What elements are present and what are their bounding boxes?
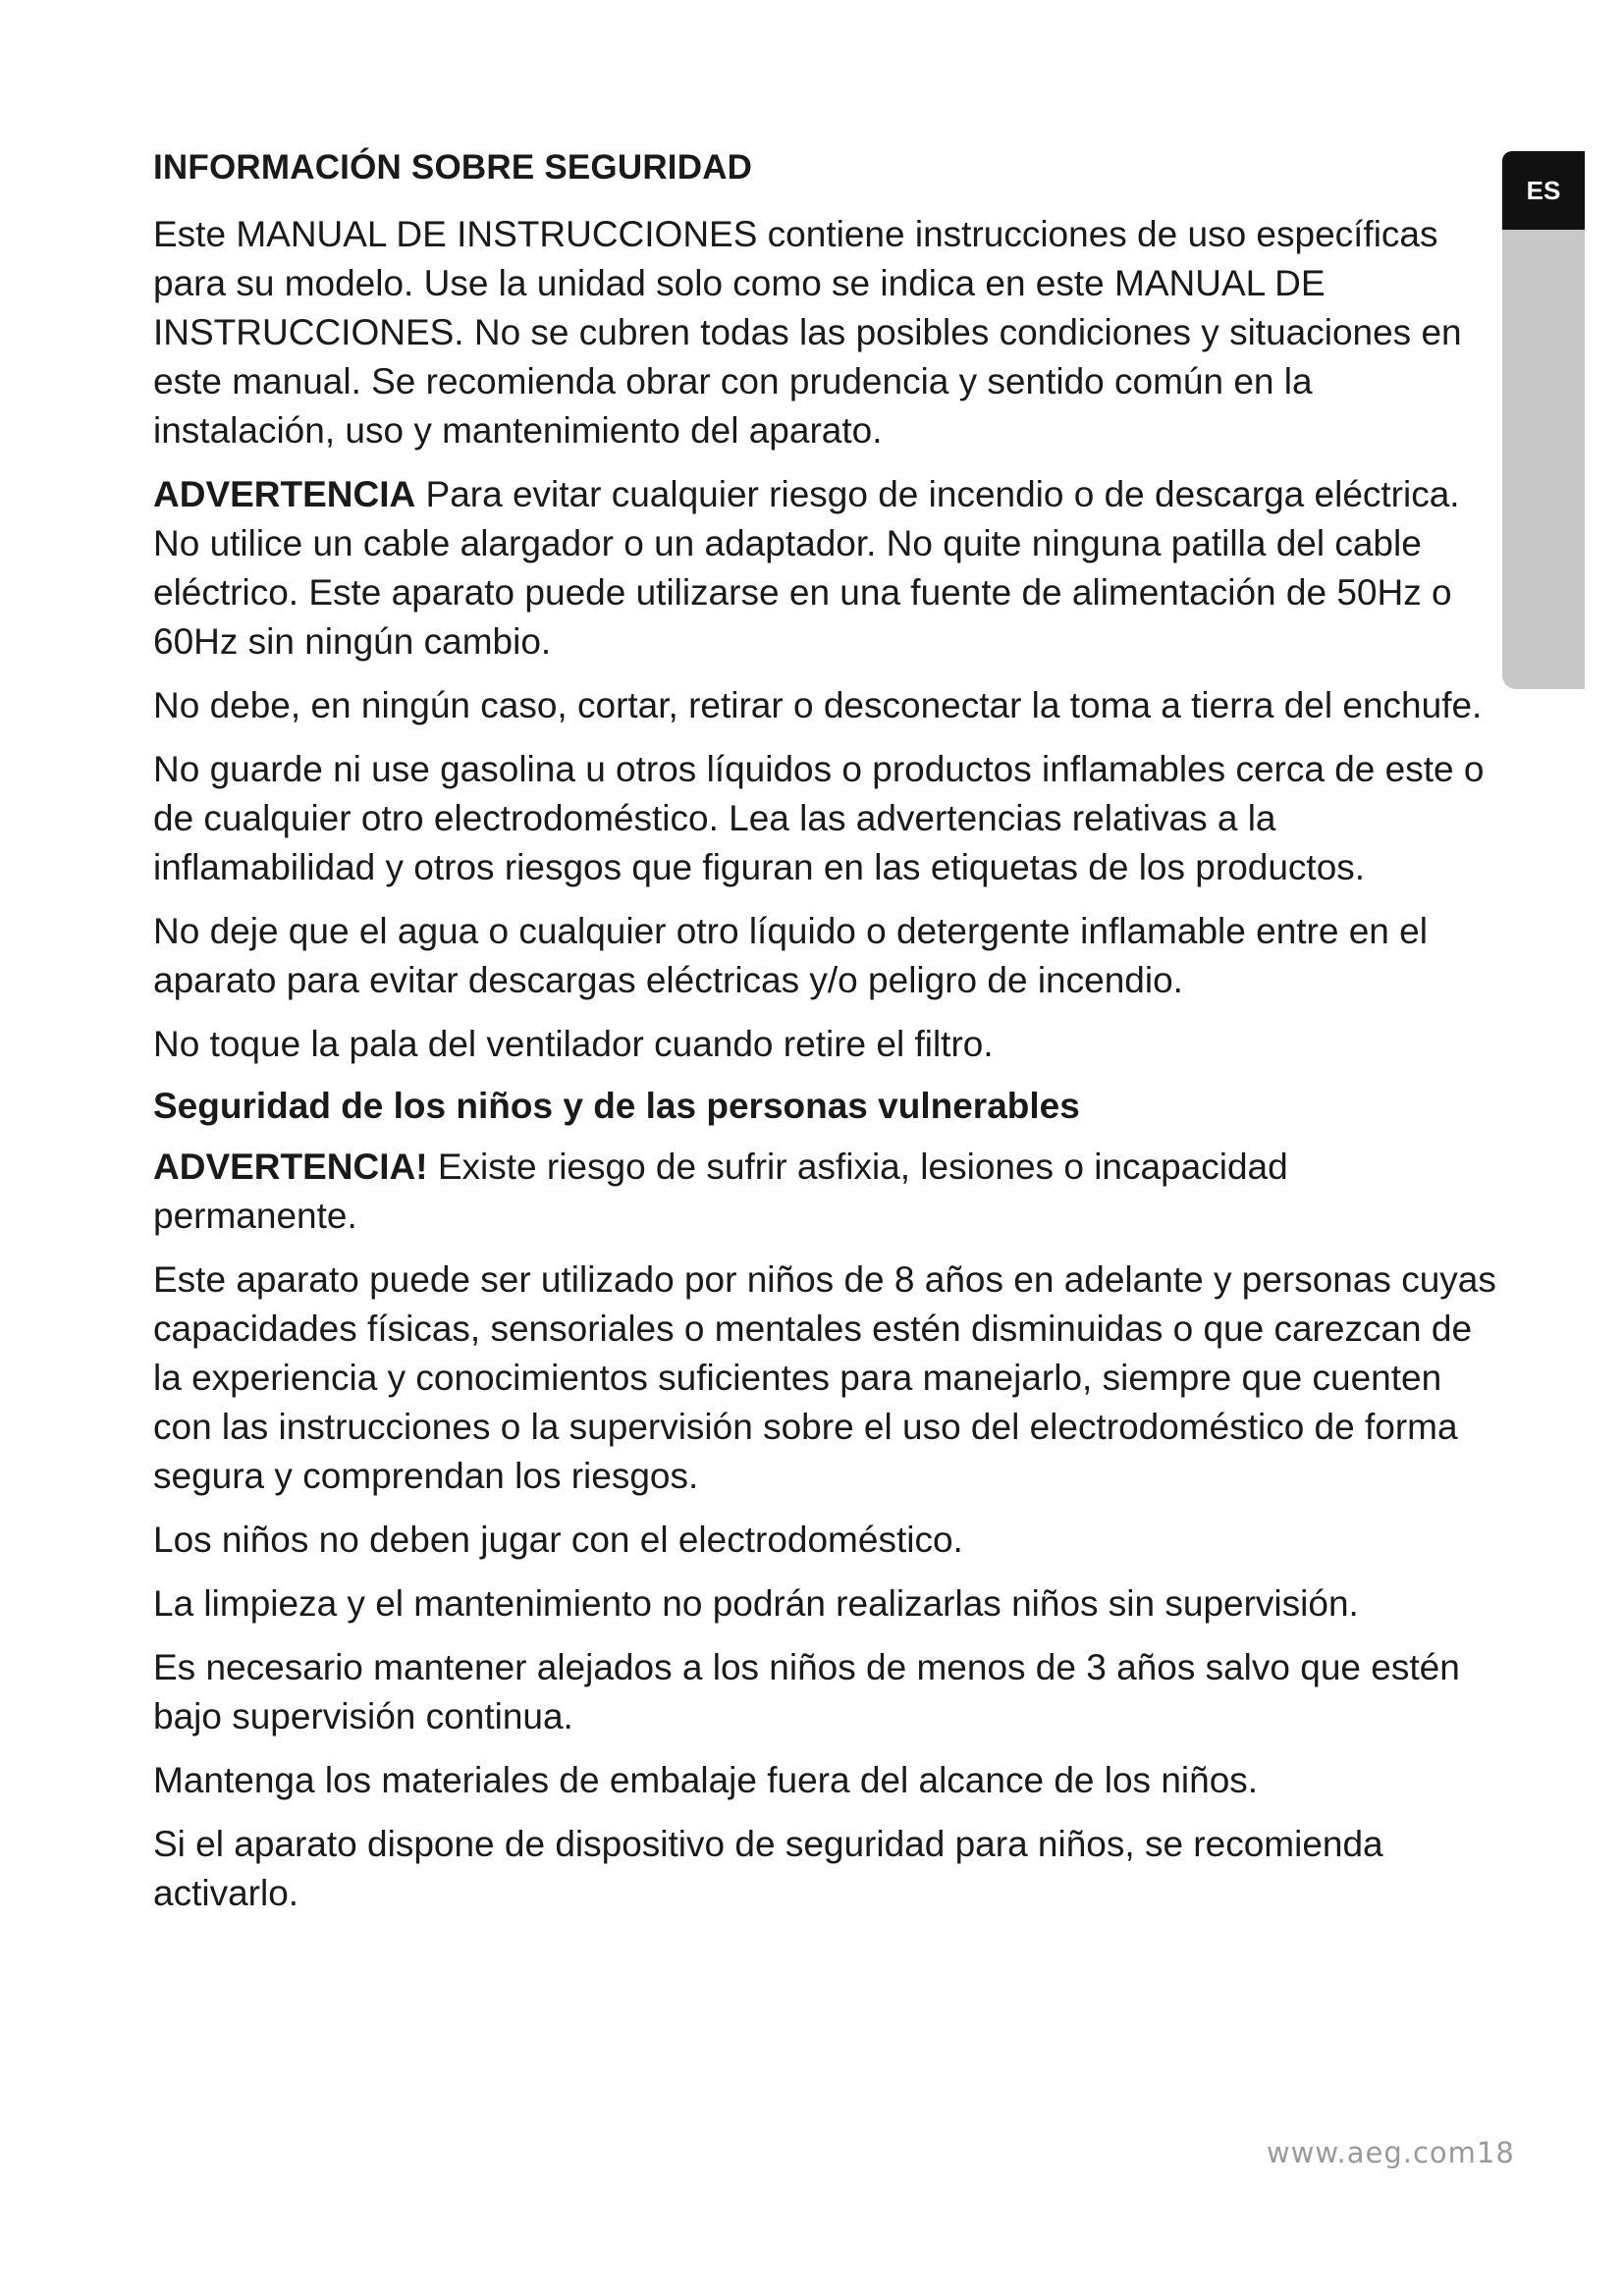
sub-heading: Seguridad de los niños y de las personas vulnerables <box>153 1086 1080 1126</box>
paragraph-text: Mantenga los materiales de embalaje fuera del alcance de los niños. <box>153 1760 1259 1801</box>
paragraph-child-lock <box>153 1820 1498 1918</box>
language-tab-label: ES <box>1502 151 1585 230</box>
paragraph-flammables <box>153 745 1498 892</box>
paragraph-text: Es necesario mantener alejados a los niños de menos de 3 años salvo que estén bajo supervisión continua. <box>153 1647 1460 1737</box>
paragraph-warning-electrical <box>153 470 1498 667</box>
paragraph-text: Para evitar cualquier riesgo de incendio o de descarga eléctrica. No utilice un cable alargador o un adaptador. No quite ninguna patilla del cable eléctrico. Este aparato puede utilizarse en una fuente de alimentación de 50Hz o 60Hz sin ningún cambio. <box>153 474 1460 662</box>
paragraph-liquids <box>153 907 1498 1005</box>
paragraph-no-play <box>153 1516 1498 1565</box>
language-tab <box>1502 151 1585 689</box>
paragraph-cleaning <box>153 1579 1498 1629</box>
paragraph-text: No debe, en ningún caso, cortar, retirar o desconectar la toma a tierra del enchufe. <box>153 685 1483 725</box>
paragraph-under-3 <box>153 1643 1498 1741</box>
paragraph-text: No deje que el agua o cualquier otro líquido o detergente inflamable entre en el aparato para evitar descargas eléctricas y/o peligro de incendio. <box>153 911 1428 1000</box>
paragraph-packaging <box>153 1756 1498 1805</box>
paragraph-text: Los niños no deben jugar con el electrodoméstico. <box>153 1520 963 1561</box>
paragraph-text: Si el aparato dispone de dispositivo de seguridad para niños, se recomienda activarlo. <box>153 1824 1383 1914</box>
warning-label: ADVERTENCIA <box>153 474 416 514</box>
paragraph-text: No guarde ni use gasolina u otros líquidos o productos inflamables cerca de este o de cualquier otro electrodoméstico. Lea las advertencias relativas a la inflamabilidad y otros riesgos que figuran en las etiquetas de los productos. <box>153 749 1485 887</box>
language-tab-body <box>1502 230 1585 689</box>
footer-url-page-number: www.aeg.com18 <box>1267 2136 1515 2169</box>
paragraph-text: No toque la pala del ventilador cuando retire el filtro. <box>153 1024 994 1064</box>
paragraph-text: Este aparato puede ser utilizado por niños de 8 años en adelante y personas cuyas capacidades físicas, sensoriales o mentales estén disminuidas o que carezcan de la experiencia y conocimientos suficientes para manejarlo, siempre que cuenten con las instrucciones o la supervisión sobre el uso del electrodoméstico de forma segura y comprendan los riesgos. <box>153 1259 1496 1497</box>
paragraph-ground <box>153 681 1498 730</box>
paragraph-warning-children <box>153 1143 1498 1241</box>
paragraph-text: La limpieza y el mantenimiento no podrán realizarlas niños sin supervisión. <box>153 1583 1359 1625</box>
paragraph-text: Este MANUAL DE INSTRUCCIONES contiene instrucciones de uso específicas para su modelo. Use la unidad solo como se indica en este MANUAL DE INSTRUCCIONES. No se cubren todas las posibles condiciones y situaciones en este manual. Se recomienda obrar con prudencia y sentido común en la instalación, uso y mantenimiento del aparato. <box>153 214 1462 451</box>
paragraph-fan-blade <box>153 1020 1498 1069</box>
paragraph-intro <box>153 210 1498 455</box>
section-heading: INFORMACIÓN SOBRE SEGURIDAD <box>153 148 753 187</box>
paragraph-text: Existe riesgo de sufrir asfixia, lesiones o incapacidad permanente. <box>153 1147 1288 1237</box>
warning-label: ADVERTENCIA! <box>153 1147 428 1188</box>
paragraph-usage-children <box>153 1255 1498 1501</box>
document-body <box>153 147 1498 1933</box>
